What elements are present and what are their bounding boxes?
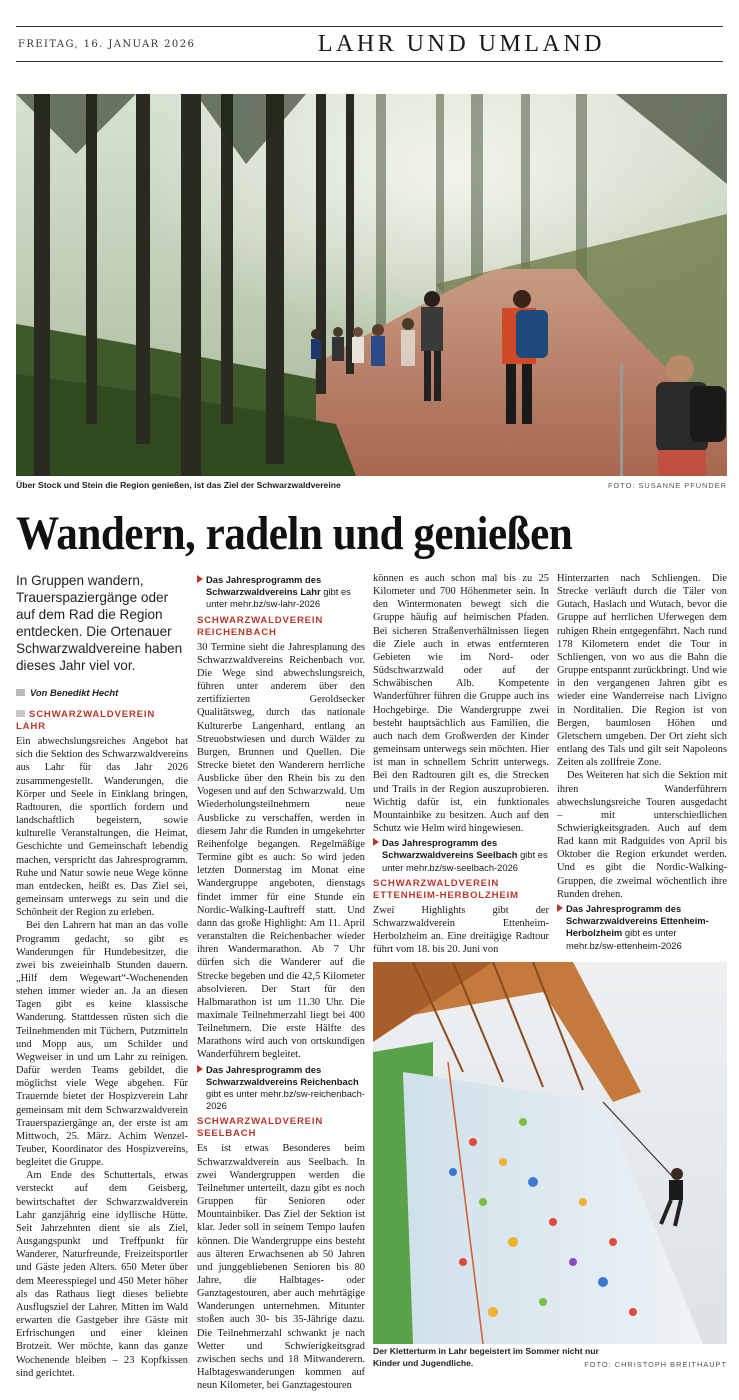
subhead-reichenbach: SCHWARZWALDVEREIN REICHENBACH: [197, 614, 324, 638]
article-teaser: In Gruppen wandern, Trauerspaziergänge oder auf dem Rad die Region entdecken. Die Ortenauer Schwarzwaldvereine haben dieses Jahr viel vor.: [16, 573, 183, 673]
paragraph: Hinterzarten nach Schliengen. Die Strecke verläuft durch die Täler von Gutach, Haslach und Wutach, bevor die Gruppe auf herrlichen Uferwegen dem ruhigen Rhein entgegenfährt. Nach rund 178 Kilometern endet die Tour in Schliengen, von wo aus die Bahn die Gruppe entspannt zurückbringt. Und wie in den vergangenen Jahren gibt es wieder eine Wanderreise nach Livigno in Norditalien. Die Region ist von Bergen, baumlosen Höhen und Gletschern umgeben. Der Ort zieht sich entlang des Tals und gilt seit Napoleons Zeiten als zollfreie Zone.: [557, 573, 727, 769]
author-name: Von Benedikt Hecht: [30, 687, 119, 698]
subhead-marker: [16, 710, 25, 717]
hiking-photo: [16, 94, 727, 476]
byline-marker: [16, 689, 25, 696]
info-box-reichenbach: Das Jahresprogramm des Schwarzwaldvereins Reichenbach gibt es unter mehr.bz/sw-reichenbach-2026: [197, 1064, 365, 1113]
photo-caption: Über Stock und Stein die Region genießen, ist das Ziel der Schwarzwaldvereine: [16, 480, 341, 490]
info-box-lahr: Das Jahresprogramm des Schwarzwaldvereins Lahr gibt es unter mehr.bz/sw-lahr-2026: [197, 574, 365, 611]
paragraph: Bei den Lahrern hat man an das volle Programm gedacht, so gibt es Wanderungen für Hundebesitzer, die zwei bis zweieinhalb Stunden dauern. „Hilf dem Wegewart“-Wochenenden stehen immer wieder an. Ja an diesen Tagen gibt es keine klassische Wanderung. Stattdessen rüsten sich die Teilnehmenden mit Tüchern, Putzmitteln und Mopp aus, um Schilder und Wegweiser in und um Lahr zu reinigen. Dafür werden Teams gebildet, die möglichst viele Wege abgehen. Für Trauernde bietet der Hospizverein Lahr gemeinsam mit dem Schwarzwaldverein Trauerspaziergänge an, der erste ist am Mittwoch, 25. März. Achim Wenzel-Teuber, Koordinator des Hospizvereins, begleitet die Gruppe.: [16, 920, 188, 1169]
paragraph: können es auch schon mal bis zu 25 Kilometer und 700 Höhenmeter sein. In den Wintermonaten bewegt sich die Gruppe häufig auf heimischen Pfaden. Bei sicheren Straßenverhältnissen liegen die Ziele auch in etwas entfernteren Gebieten wie im Nord- oder Südschwarzwald oder auf der Schwäbischen Alb. Kompetente Wanderführer führen die Gruppe auch ins Hochgebirge. Die Wandergruppe zwei besteht hauptsächlich aus Familien, die auch nach dem Großwerden der Kinder gemeinsam unterwegs sein möchten. Hier ist man in schnellem Schritt unterwegs. Bei den Radtouren gilt es, die Strecken und Trails in der Region auszuprobieren. Wichtig dafür ist, ein funktionales Mountainbike zu besitzen. Auch auf den Schutz wie Helm wird hingewiesen.: [373, 573, 549, 834]
paragraph: Es ist etwas Besonderes beim Schwarzwaldverein aus Seelbach. In zwei Wandergruppen werden die Teilnehmer unterteilt, dazu gibt es noch Gruppen für Senioren oder Mountainbiker. Das Ziel der Sektion ist klar. Jeder soll in seinem Tempo laufen können. Die Wandergruppe eins besteht aus älteren Erwachsenen ab 50 Jahren und junggebliebenen Senioren bis 80 Jahre, die Halbtages- oder Ganztagestouren, aber auch mehrtägige Wanderungen unternehmen. Mitunter stoßen auch 30- bis 35-Jährige dazu. Die Teilnehmerzahl schwankt je nach Wetter und Schwierigkeitsgrad zwischen sechs und 18 Mitwanderern. Halbtageswanderungen kommen auf neun Kilometer, bei Ganztagestouren: [197, 1143, 365, 1392]
masthead: [16, 26, 723, 62]
section-title: LAHR UND UMLAND: [317, 31, 605, 57]
subhead-seelbach: SCHWARZWALDVEREIN SEELBACH: [197, 1116, 324, 1140]
byline: [16, 686, 188, 699]
info-box-ettenheim: Das Jahresprogramm des Schwarzwaldvereins Ettenheim-Herbolzheim gibt es unter mehr.bz/sw-ettenheim-2026: [557, 903, 727, 952]
paragraph: Ein abwechslungsreiches Angebot hat sich die Sektion des Schwarzwaldvereins aus Lahr für das Jahr 2026 zusammengestellt. Wanderungen, die Körper und Seele in Einklang bringen, Radtouren, die sportlich fordern und landschaftlich begeistern, sowie kulturelle Veranstaltungen, die Heimat, Geschichte und Gemeinschaft lebendig machen, verspricht das Jahresprogramm. Ruhe und Natur sowie neue Wege könne man entdecken, heißt es. Das Ziel sei, gemeinsam unterwegs zu sein und die Schönheit der Region zu erleben.: [16, 736, 188, 919]
photo-credit: FOTO: SUSANNE PFUNDER: [607, 481, 727, 490]
article-headline: Wandern, radeln und genießen: [16, 507, 573, 560]
paragraph: Am Ende des Schuttertals, etwas versteckt auf dem Geisberg, bewirtschaftet der Schwarzwaldverein Lahr ganzjährig eine idyllische Hütte. Seit Jahrzehnten dient sie als Ziel, Ausgangspunkt und Treffpunkt für Wanderer, Naturfreunde, Freizeitsportler und Gäste jeden Alters. 650 Meter über dem Meeresspiegel und 450 Meter höher als das Rathaus liegt dieses beliebte Ausflugsziel der Lahrer. Mitten im Wald erwarten die Gastgeber ihre Gäste mit Erfrischungen und einer kleinen Brotzeit. Wer möchte, kann das ganze Wochenende bleiben – 23 Kopfkissen sind gerichtet.: [16, 1170, 188, 1379]
arrow-icon: [197, 575, 203, 583]
arrow-icon: [557, 904, 563, 912]
subhead-ettenheim: SCHWARZWALDVEREIN ETTENHEIM-HERBOLZHEIM: [373, 877, 519, 901]
column-3: [373, 572, 549, 956]
photo-credit-2: FOTO: CHRISTOPH BREITHAUPT: [584, 1360, 727, 1369]
climbing-tower-photo: [373, 962, 727, 1344]
subhead-lahr: SCHWARZWALDVEREIN LAHR: [16, 709, 156, 733]
info-box-seelbach: Das Jahresprogramm des Schwarzwaldvereins Seelbach gibt es unter mehr.bz/sw-seelbach-2026: [373, 837, 549, 874]
arrow-icon: [197, 1065, 203, 1073]
paragraph: 30 Termine sieht die Jahresplanung des Schwarzwaldvereins Reichenbach vor. Die Wege sind abwechslungsreich, führen unter anderem über den zertifizierten Geroldsecker Qualitätsweg, durch das nationale Kulturerbe Langenhard, entlang an Streuobstwiesen und durch Wälder zu Burgen, Brunnen und Quellen. Die Strecke bietet den Wanderern herrliche Ausblicke über den Rhein bis zu den Vogesen und auf den Schwarzwald. Um Wiederholungsteilnehmern neue Ausblicke zu verschaffen, werden in diesem Jahr die Runden in umgekehrter Reihenfolge begangen. Regelmäßige Termine gibt es auch: So wird jeden letzten Donnerstag im Monat eine Wandergruppe angeboten, dienstags findet immer für eine Stunde ein Nordic-Walking-Lauftreff statt. Und dann das große Highlight: Am 11. April veranstalten die Reichenbacher wieder ihren Wandermarathon. Ab 7 Uhr dürfen sich die Wanderer auf die Strecke begeben und die 42,5 Kilometer absolvieren. Der Start für den Halbmarathon ist um 11.30 Uhr. Die maximale Teilnehmerzahl liegt bei 400 Teilnehmern. Die erste Hälfte des Marathons wird auch von ortskundigen Wanderführern begleitet.: [197, 641, 365, 1061]
paragraph: Zwei Highlights gibt der Schwarzwaldverein Ettenheim-Herbolzheim an. Eine dreitägige Radtour führt vom 18. bis 20. Juni von: [373, 904, 549, 956]
column-4: [557, 572, 727, 956]
photo-caption-2: Der Kletterturm in Lahr begeistert im Sommer nicht nur Kinder und Jugendliche.: [373, 1346, 599, 1368]
arrow-icon: [373, 838, 379, 846]
paragraph: Des Weiteren hat sich die Sektion mit ihren Wanderführern abwechslungsreiche Touren ausgedacht – mit unterschiedlichen Schwierigkeitsgraden. Auch auf dem Rad kann mit Radguides von April bis Oktober die Region erkundet werden. Und es gibt die Nordic-Walking-Gruppen, die zweimal wöchentlich ihre Runden drehen.: [557, 770, 727, 900]
column-2: [197, 572, 365, 1392]
column-1: [16, 572, 188, 1380]
issue-date: FREITAG, 16. JANUAR 2026: [18, 39, 196, 50]
